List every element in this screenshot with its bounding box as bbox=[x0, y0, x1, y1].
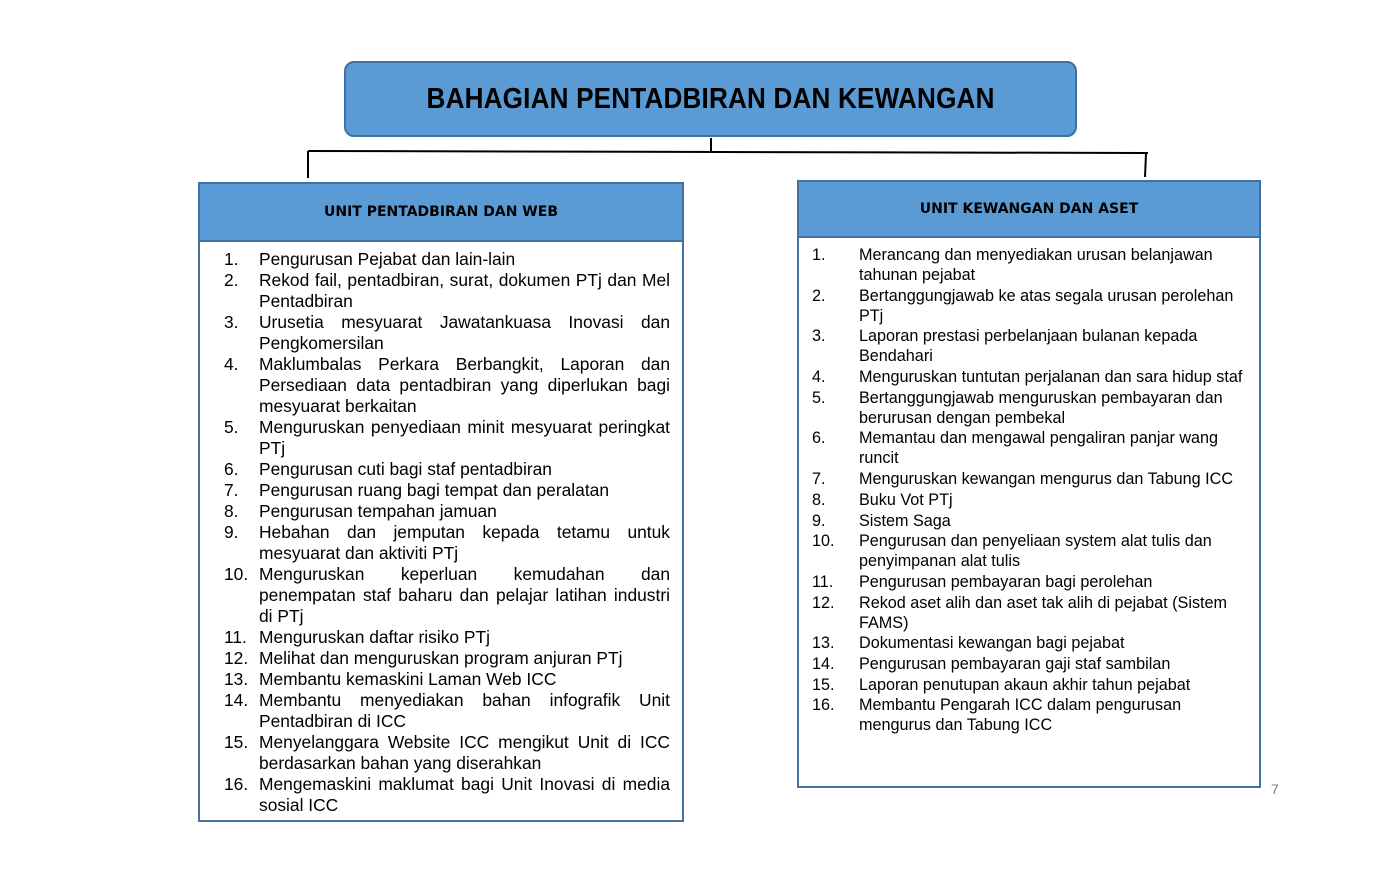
list-item bbox=[224, 564, 670, 627]
list-item bbox=[224, 732, 670, 774]
item-text: Mengemaskini maklumat bagi Unit Inovasi di media sosial ICC bbox=[259, 774, 670, 815]
item-number: 6. bbox=[224, 459, 239, 479]
list-item bbox=[812, 469, 1251, 489]
item-number: 14. bbox=[812, 654, 835, 673]
item-text: Membantu menyediakan bahan infografik Unit Pentadbiran di ICC bbox=[259, 690, 670, 731]
item-number: 7. bbox=[224, 480, 239, 500]
list-item bbox=[812, 245, 1251, 285]
item-number: 13. bbox=[812, 634, 835, 653]
unit-header: UNIT KEWANGAN DAN ASET bbox=[799, 182, 1259, 238]
item-number: 10. bbox=[812, 532, 835, 551]
item-number: 5. bbox=[812, 388, 826, 407]
item-number: 2. bbox=[812, 286, 826, 305]
list-item bbox=[224, 522, 670, 564]
item-number: 12. bbox=[812, 593, 835, 612]
item-number: 7. bbox=[812, 470, 826, 489]
list-item bbox=[224, 774, 670, 816]
item-text: Rekod fail, pentadbiran, surat, dokumen PTj dan Mel Pentadbiran bbox=[259, 270, 670, 311]
item-text: Menguruskan daftar risiko PTj bbox=[259, 627, 491, 647]
list-item bbox=[224, 249, 670, 270]
item-number: 2. bbox=[224, 270, 239, 290]
item-number: 6. bbox=[812, 429, 826, 448]
item-text: Dokumentasi kewangan bagi pejabat bbox=[859, 634, 1125, 653]
item-number: 14. bbox=[224, 690, 249, 710]
item-number: 5. bbox=[224, 417, 239, 437]
item-number: 16. bbox=[224, 774, 249, 794]
item-text: Merancang dan menyediakan urusan belanjawan tahunan pejabat bbox=[859, 246, 1213, 284]
list-item bbox=[224, 669, 670, 690]
list-item bbox=[812, 633, 1251, 653]
list-item bbox=[224, 417, 670, 459]
list-item bbox=[224, 501, 670, 522]
list-item bbox=[812, 388, 1251, 428]
item-text: Menguruskan keperluan kemudahan dan penempatan staf baharu dan pelajar latihan industri di PTj bbox=[259, 564, 670, 626]
list-item bbox=[812, 593, 1251, 633]
item-text: Bertanggungjawab menguruskan pembayaran dan berurusan dengan pembekal bbox=[859, 388, 1223, 427]
item-number: 13. bbox=[224, 669, 249, 689]
item-text: Membantu Pengarah ICC dalam pengurusan mengurus dan Tabung ICC bbox=[859, 696, 1182, 735]
item-number: 1. bbox=[224, 249, 239, 269]
unit-pentadbiran-web-box bbox=[198, 182, 684, 822]
item-text: Memantau dan mengawal pengaliran panjar wang runcit bbox=[859, 429, 1219, 468]
unit-task-list bbox=[799, 238, 1259, 735]
list-item bbox=[224, 648, 670, 669]
item-text: Bertanggungjawab ke atas segala urusan perolehan PTj bbox=[859, 286, 1234, 325]
list-item bbox=[812, 428, 1251, 468]
item-number: 12. bbox=[224, 648, 249, 668]
list-item bbox=[224, 312, 670, 354]
item-number: 4. bbox=[224, 354, 239, 374]
item-text: Menguruskan tuntutan perjalanan dan sara hidup staf bbox=[859, 368, 1243, 387]
list-item bbox=[812, 286, 1251, 326]
item-text: Hebahan dan jemputan kepada tetamu untuk mesyuarat dan aktiviti PTj bbox=[259, 522, 670, 563]
list-item bbox=[812, 695, 1251, 735]
item-number: 9. bbox=[812, 511, 826, 530]
unit-task-list bbox=[200, 242, 682, 816]
item-number: 8. bbox=[224, 501, 239, 521]
item-text: Menguruskan penyediaan minit mesyuarat peringkat PTj bbox=[259, 417, 670, 458]
item-text: Pengurusan Pejabat dan lain-lain bbox=[259, 249, 516, 269]
connector-horizontal bbox=[308, 151, 1148, 153]
item-text: Pengurusan tempahan jamuan bbox=[259, 501, 497, 521]
list-item bbox=[812, 531, 1251, 571]
item-text: Membantu kemaskini Laman Web ICC bbox=[259, 669, 557, 689]
item-text: Pengurusan cuti bagi staf pentadbiran bbox=[259, 459, 552, 479]
item-text: Laporan prestasi perbelanjaan bulanan kepada Bendahari bbox=[859, 327, 1198, 366]
list-item bbox=[224, 459, 670, 480]
item-number: 16. bbox=[812, 696, 835, 715]
item-number: 10. bbox=[224, 564, 249, 584]
item-number: 15. bbox=[812, 675, 835, 694]
item-text: Pengurusan pembayaran gaji staf sambilan bbox=[859, 654, 1171, 673]
item-number: 11. bbox=[224, 627, 247, 647]
item-text: Sistem Saga bbox=[859, 511, 951, 530]
item-text: Maklumbalas Perkara Berbangkit, Laporan dan Persediaan data pentadbiran yang diperlukan bagi mesyuarat berkaitan bbox=[259, 354, 670, 416]
list-item bbox=[812, 572, 1251, 592]
list-item bbox=[224, 354, 670, 417]
item-text: Menyelanggara Website ICC mengikut Unit di ICC berdasarkan bahan yang diserahkan bbox=[259, 732, 670, 773]
page-number: 7 bbox=[1271, 781, 1279, 797]
item-number: 1. bbox=[812, 246, 826, 264]
item-text: Rekod aset alih dan aset tak alih di pejabat (Sistem FAMS) bbox=[859, 593, 1228, 632]
item-number: 15. bbox=[224, 732, 249, 752]
item-text: Melihat dan menguruskan program anjuran PTj bbox=[259, 648, 623, 668]
item-text: Buku Vot PTj bbox=[859, 490, 953, 509]
item-number: 8. bbox=[812, 490, 826, 509]
list-item bbox=[224, 270, 670, 312]
item-text: Urusetia mesyuarat Jawatankuasa Inovasi dan Pengkomersilan bbox=[259, 312, 670, 353]
item-text: Pengurusan pembayaran bagi perolehan bbox=[859, 572, 1153, 591]
list-item bbox=[224, 480, 670, 501]
item-number: 3. bbox=[812, 327, 826, 346]
list-item bbox=[812, 654, 1251, 674]
list-item bbox=[812, 511, 1251, 531]
item-number: 11. bbox=[812, 572, 834, 591]
item-text: Pengurusan ruang bagi tempat dan peralatan bbox=[259, 480, 610, 500]
list-item bbox=[812, 367, 1251, 387]
unit-header: UNIT PENTADBIRAN DAN WEB bbox=[200, 184, 682, 242]
connector-right-drop bbox=[1145, 153, 1146, 177]
item-number: 4. bbox=[812, 368, 826, 387]
list-item bbox=[812, 675, 1251, 695]
list-item bbox=[224, 690, 670, 732]
department-title: BAHAGIAN PENTADBIRAN DAN KEWANGAN bbox=[426, 82, 995, 115]
list-item bbox=[224, 627, 670, 648]
list-item bbox=[812, 326, 1251, 366]
item-text: Menguruskan kewangan mengurus dan Tabung ICC bbox=[859, 470, 1234, 489]
list-item bbox=[812, 490, 1251, 510]
item-number: 9. bbox=[224, 522, 239, 542]
item-text: Pengurusan dan penyeliaan system alat tulis dan penyimpanan alat tulis bbox=[859, 532, 1212, 571]
item-number: 3. bbox=[224, 312, 239, 332]
item-text: Laporan penutupan akaun akhir tahun pejabat bbox=[859, 675, 1191, 694]
unit-kewangan-aset-box bbox=[797, 180, 1261, 788]
